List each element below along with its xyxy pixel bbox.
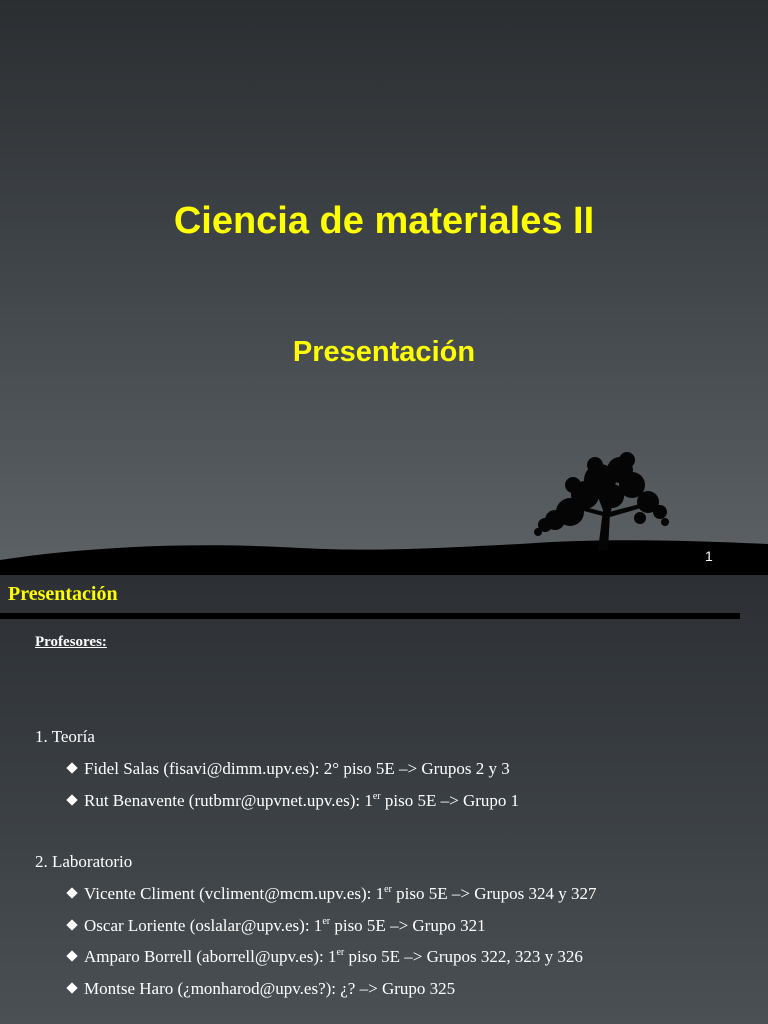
bullet-diamond-icon [66,762,77,773]
list-item: Amparo Borrell (aborrell@upv.es): 1er piso 5E –> Grupos 322, 323 y 326 [68,947,583,967]
bullet-diamond-icon [66,794,77,805]
tree-landscape-image [0,440,768,575]
list-item: Montse Haro (¿monharod@upv.es?): ¿? –> Grupo 325 [68,979,455,999]
title-divider [0,613,740,619]
section-teoria: 1. Teoría [35,727,95,746]
tree-silhouette [534,452,669,550]
bullet-diamond-icon [66,950,77,961]
list-item: Vicente Climent (vcliment@mcm.upv.es): 1er piso 5E –> Grupos 324 y 327 [68,884,597,904]
list-item: Rut Benavente (rutbmr@upvnet.upv.es): 1er piso 5E –> Grupo 1 [68,791,519,811]
slide-number: 1 [705,548,713,564]
bullet-diamond-icon [66,887,77,898]
slide-subtitle: Presentación [292,336,476,368]
section-heading: Profesores: [35,634,107,650]
list-item: Fidel Salas (fisavi@dimm.upv.es): 2° piso 5E –> Grupos 2 y 3 [68,759,510,779]
content-slide [0,575,768,1024]
slide-title: Presentación [8,583,118,605]
section-laboratorio: 2. Laboratorio [35,852,133,871]
bullet-diamond-icon [66,919,77,930]
slide-title: Ciencia de materiales II [173,200,595,242]
list-item: Oscar Loriente (oslalar@upv.es): 1er piso 5E –> Grupo 321 [68,916,486,936]
bullet-diamond-icon [66,982,77,993]
